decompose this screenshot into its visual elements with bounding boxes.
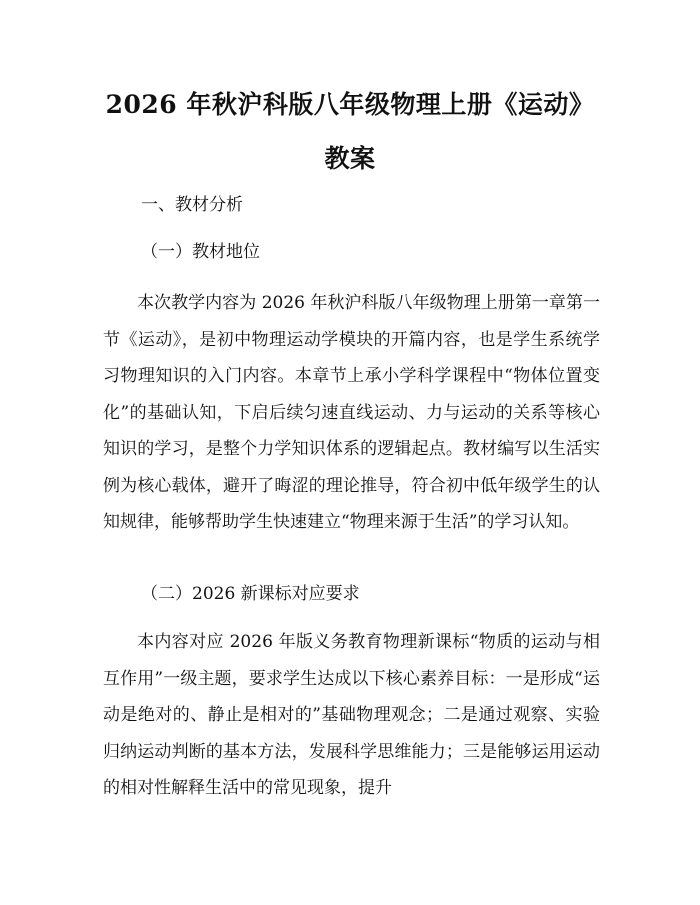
paragraph-textbook-position: 本次教学内容为 2026 年秋沪科版八年级物理上册第一章第一节《运动》，是初中物理运动学模块的开篇内容，也是学生系统学习物理知识的入门内容。本章节上承小学科学课程中“物体位置变化”的基础认知，下启后续匀速直线运动、力与运动的关系等核心知识的学习，是整个力学知识体系的逻辑起点。教材编写以生活实例为核心载体，避开了晦涩的理论推导，符合初中低年级学生的认知规律，能够帮助学生快速建立“物理来源于生活”的学习认知。 <box>103 293 600 532</box>
paragraph-curriculum-requirements: 本内容对应 2026 年版义务教育物理新课标“物质的运动与相互作用”一级主题，要求学生达成以下核心素养目标：一是形成“运动是绝对的、静止是相对的”基础物理观念；二是通过观察、实验归纳运动判断的基本方法，发展科学思维能力；三是能够运用运动的相对性解释生活中的常见现象，提升 <box>103 632 600 798</box>
document-title: 2026 年秋沪科版八年级物理上册《运动》教案 <box>105 90 595 173</box>
section-heading-textbook-analysis: 一、教材分析 <box>141 195 243 215</box>
subsection-heading-textbook-position: （一）教材地位 <box>141 242 260 262</box>
subsection-heading-curriculum-requirements: （二）2026 新课标对应要求 <box>141 584 360 604</box>
